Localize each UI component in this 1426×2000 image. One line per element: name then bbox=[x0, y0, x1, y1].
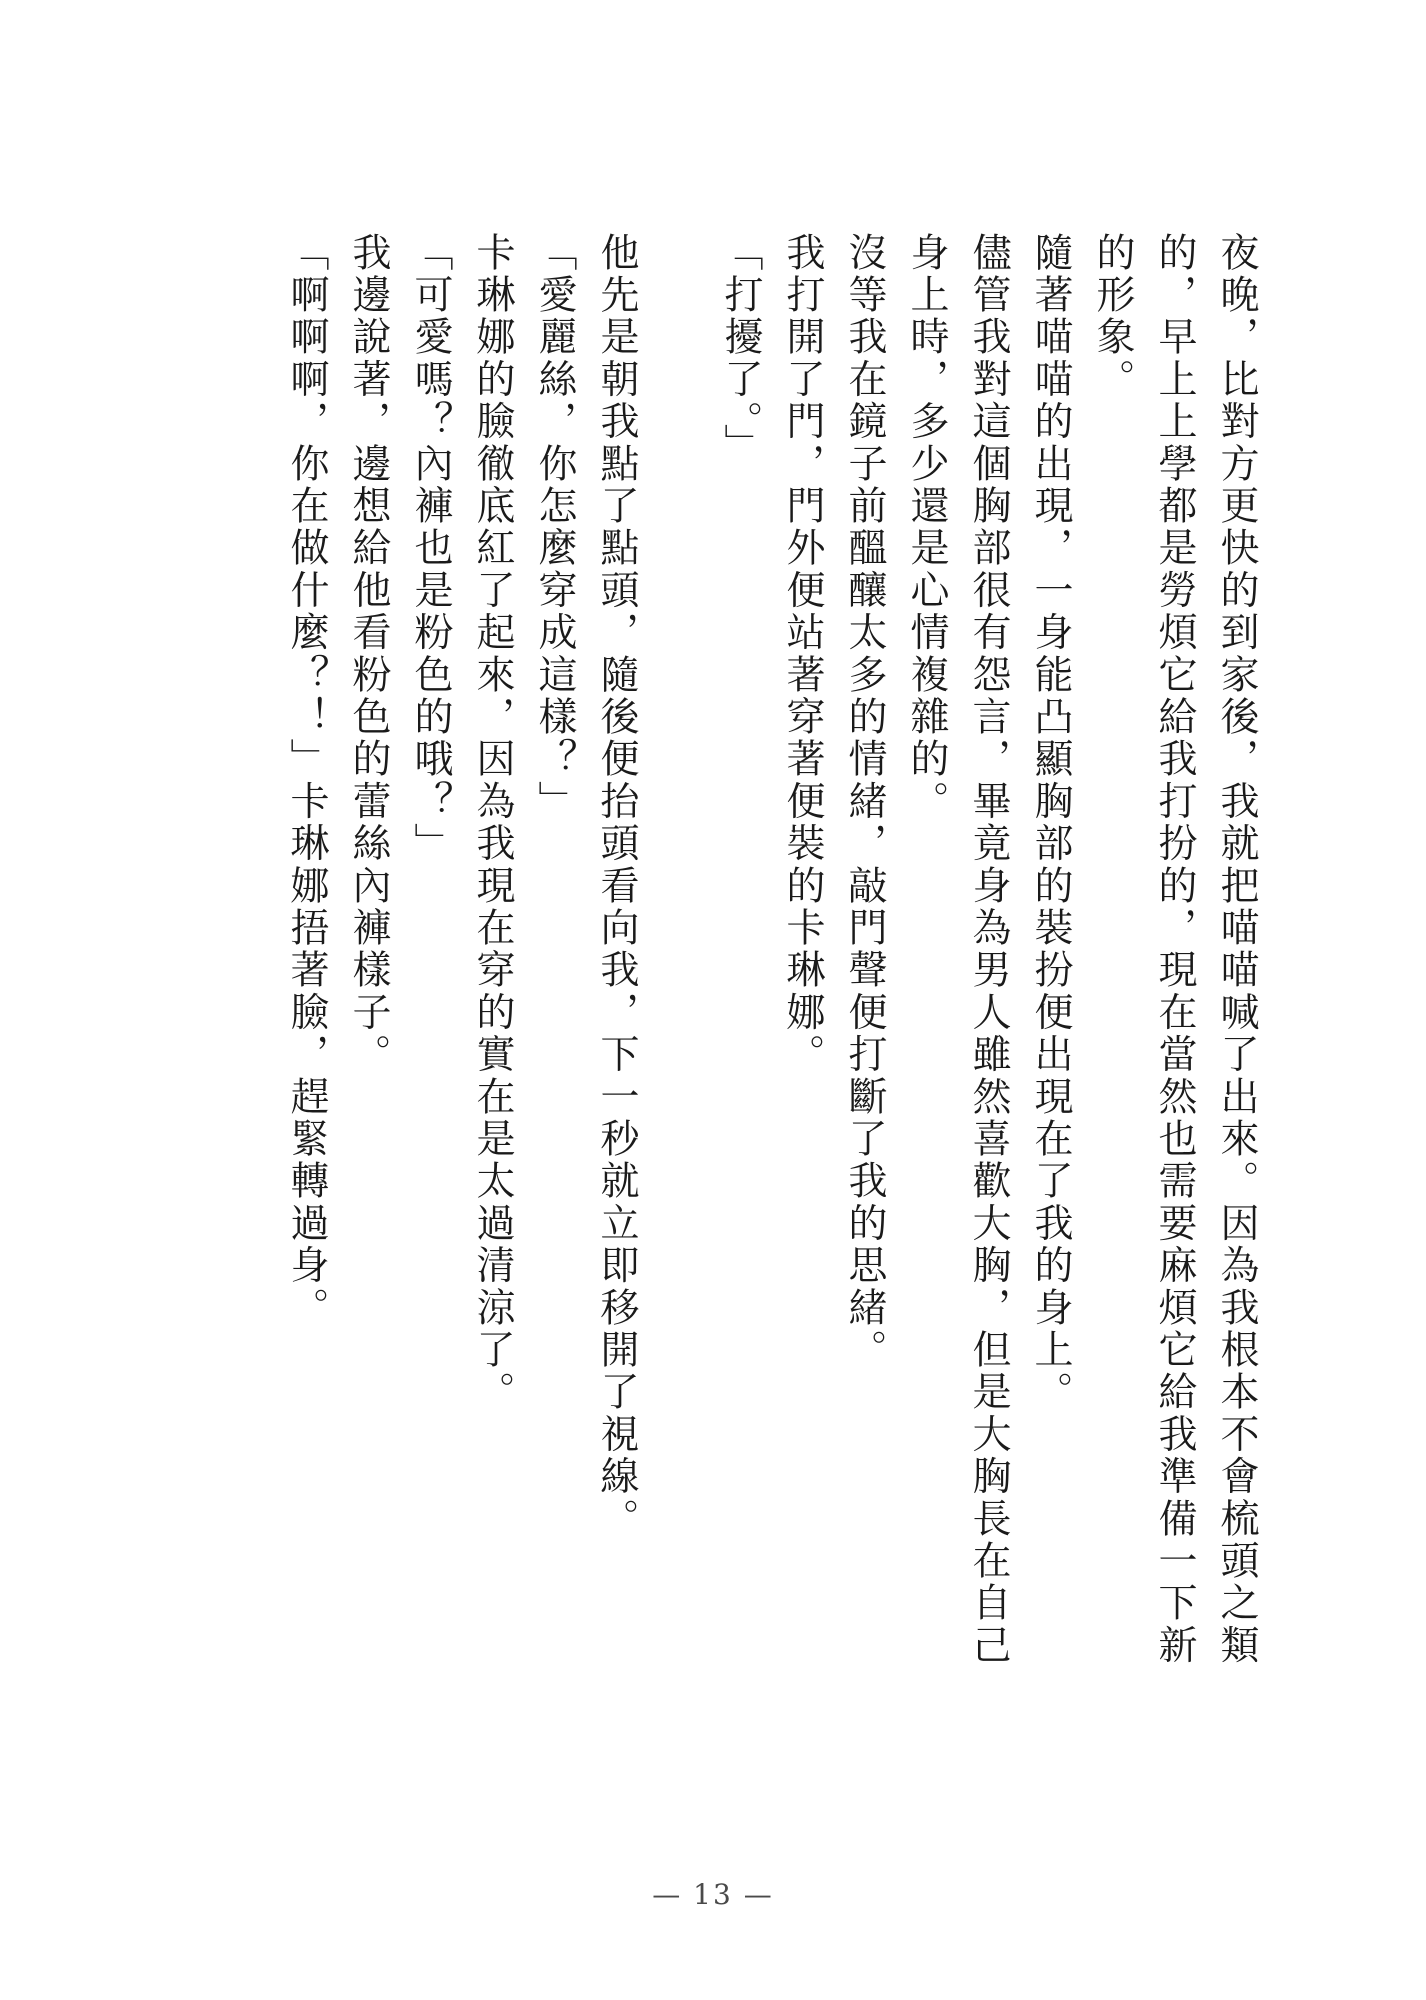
paragraph-4: 沒等我在鏡子前醞釀太多的情緒，敲門聲便打斷了我的思緒。 bbox=[842, 232, 887, 1372]
vertical-text-body bbox=[275, 232, 1267, 1702]
paragraph-2: 隨著喵喵的出現，一身能凸顯胸部的裝扮便出現在了我的身上。 bbox=[1028, 232, 1073, 1414]
paragraph-3: 儘管我對這個胸部很有怨言，畢竟身為男人雖然喜歡大胸，但是大胸長在自己身上時，多少還是心情複雜的。 bbox=[904, 232, 1011, 1667]
paragraph-10: 「可愛嗎？內褲也是粉色的哦？」 bbox=[408, 232, 453, 865]
paragraph-11: 我邊說著，邊想給他看粉色的蕾絲內褲樣子。 bbox=[346, 232, 391, 1076]
paragraph-5: 我打開了門，門外便站著穿著便裝的卡琳娜。 bbox=[780, 232, 825, 1076]
page-number: — 13 — bbox=[652, 1878, 774, 1911]
paragraph-12: 「啊啊啊，你在做什麼？！」卡琳娜捂著臉，趕緊轉過身。 bbox=[284, 232, 329, 1330]
paragraph-1: 夜晚，比對方更快的到家後，我就把喵喵喊了出來。因為我根本不會梳頭之類的，早上上學都是勞煩它給我打扮的，現在當然也需要麻煩它給我準備一下新的形象。 bbox=[1090, 232, 1259, 1667]
paragraph-6: 「打擾了。」 bbox=[718, 232, 763, 466]
paragraph-9: 卡琳娜的臉徹底紅了起來，因為我現在穿的實在是太過清涼了。 bbox=[470, 232, 515, 1414]
paragraph-8: 「愛麗絲，你怎麼穿成這樣？」 bbox=[532, 232, 577, 823]
paragraph-7: 他先是朝我點了點頭，隨後便抬頭看向我，下一秒就立即移開了視線。 bbox=[594, 232, 639, 1541]
